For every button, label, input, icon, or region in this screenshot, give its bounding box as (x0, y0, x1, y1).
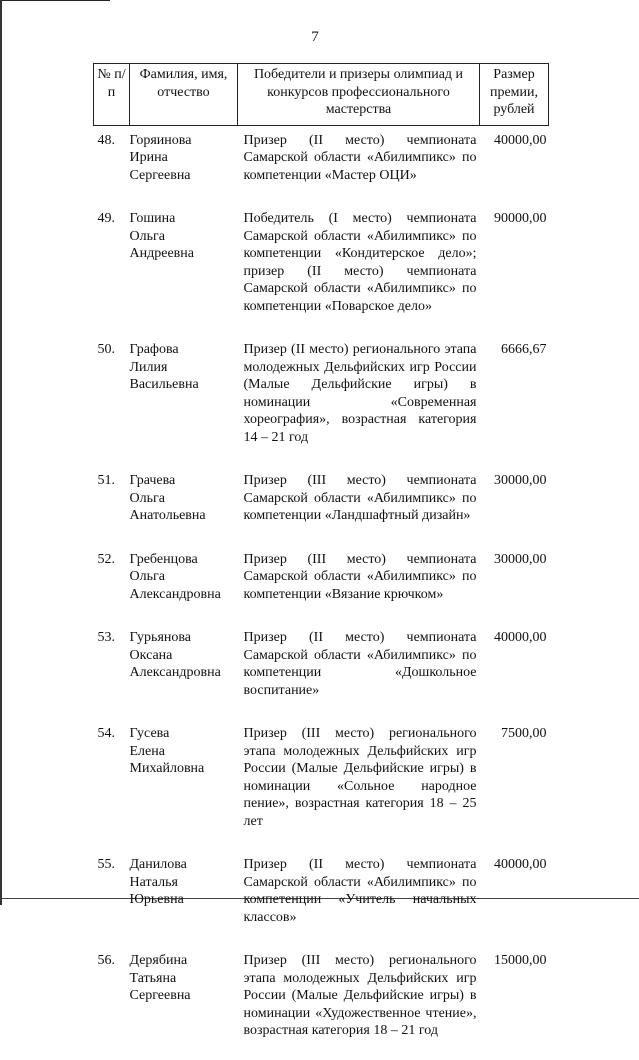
table-header (94, 64, 549, 126)
table-row (94, 850, 549, 946)
entry-number: 55. (97, 857, 115, 872)
entry-description: Призер (II место) чемпионата Самарской области «Абилимпикс» по компетенции «Дошкольное воспитание» (243, 630, 477, 698)
entry-name (130, 466, 238, 545)
entry-name-part: Сергеевна (129, 167, 191, 183)
entry-description: Призер (III место) чемпионата Самарской области «Абилимпикс» по компетенции «Ландшафтный дизайн» (243, 473, 477, 523)
entry-name-part: Наталья (129, 874, 178, 890)
entry-description: Призер (III место) регионального этапа молодежных Дельфийских игр России (Малые Дельфийские игры) в номинации «Художественное чтение», возрастная категория 18 – 21 год (243, 953, 477, 1038)
entry-name-part: Александровна (129, 665, 221, 680)
table-body (94, 125, 549, 1060)
entry-amount: 30000,00 (494, 551, 547, 567)
table-row (94, 125, 549, 204)
entry-name-part: Гусева (129, 726, 170, 741)
entry-name-part: Андреевна (129, 246, 194, 261)
entry-name-part: Лилия (129, 359, 168, 375)
entry-name-part: Ирина (129, 150, 168, 165)
entry-name (130, 335, 238, 466)
entry-name-part: Дерябина (129, 953, 188, 968)
entry-name (130, 946, 238, 1060)
entry-name-part: Михайловна (129, 761, 205, 776)
entry-description: Призер (III место) регионального этапа молодежных Дельфийских игр России (Малые Дельфийские игры) в номинации «Сольное народное пение», возрастная категория 18 – 25 лет (243, 726, 477, 829)
entry-amount: 7500,00 (501, 726, 547, 741)
entry-name-part: Ольга (129, 228, 165, 244)
entry-name-part: Васильевна (129, 377, 199, 392)
entry-amount: 15000,00 (494, 953, 547, 968)
entry-number: 54. (97, 726, 115, 741)
table-row (94, 719, 549, 850)
entry-name (130, 850, 238, 946)
entry-name-part: Татьяна (129, 970, 177, 986)
entry-name (130, 125, 238, 204)
entry-amount: 40000,00 (494, 630, 547, 645)
awards-table (93, 63, 549, 1060)
entry-name-part: Горяинова (129, 132, 192, 148)
header-num: № п/п (94, 64, 130, 126)
entry-name-part: Гребенцова (129, 551, 198, 567)
entry-name-part: Грачева (129, 473, 176, 488)
entry-amount: 40000,00 (494, 132, 547, 148)
table-row (94, 946, 549, 1060)
entry-name-part: Елена (129, 743, 165, 759)
entry-name-part: Гошина (129, 211, 176, 226)
entry-name (130, 623, 238, 719)
table-row (94, 204, 549, 335)
table-row (94, 545, 549, 624)
entry-number: 52. (97, 551, 115, 567)
entry-number: 53. (97, 630, 115, 645)
entry-description: Призер (II место) регионального этапа молодежных Дельфийских игр России (Малые Дельфийские игры) в номинации «Современная хореография», возрастная категория 14 – 21 год (243, 342, 477, 445)
page-number: 7 (311, 29, 319, 45)
entry-name-part: Гурьянова (129, 630, 192, 645)
entry-number: 56. (97, 953, 115, 968)
entry-amount: 90000,00 (494, 211, 547, 226)
entry-name-part: Анатольевна (129, 508, 206, 523)
scan-edge-left (0, 0, 2, 905)
entry-number: 50. (97, 342, 115, 357)
entry-name (130, 545, 238, 624)
entry-name-part: Юрьевна (129, 892, 184, 907)
entry-name-part: Ольга (129, 569, 165, 584)
entry-number: 49. (97, 211, 115, 226)
entry-name (130, 204, 238, 335)
table-row (94, 466, 549, 545)
entry-name-part: Александровна (129, 586, 221, 602)
entry-description: Призер (II место) чемпионата Самарской области «Абилимпикс» по компетенции «Мастер ОЦИ» (243, 132, 477, 183)
header-description: Победители и призеры олимпиад и конкурсов профессионального мастерства (238, 64, 480, 126)
entry-name-part: Сергеевна (129, 988, 191, 1003)
entry-name-part: Ольга (129, 490, 165, 506)
entry-number: 51. (97, 473, 115, 488)
entry-description: Призер (III место) чемпионата Самарской области «Абилимпикс» по компетенции «Вязание крючком» (243, 551, 477, 602)
entry-amount: 30000,00 (494, 473, 547, 488)
entry-name-part: Графова (129, 342, 179, 357)
entry-number: 48. (97, 132, 115, 148)
entry-description: Призер (II место) чемпионата Самарской области «Абилимпикс» по компетенции «Учитель начальных классов» (243, 857, 477, 925)
table-row (94, 623, 549, 719)
entry-amount: 6666,67 (501, 342, 547, 357)
table-row (94, 335, 549, 466)
header-name: Фамилия, имя, отчество (130, 64, 238, 126)
entry-name-part: Оксана (129, 647, 173, 663)
scan-edge-top (0, 0, 110, 1)
entry-name-part: Данилова (129, 857, 187, 872)
entry-name (130, 719, 238, 850)
entry-amount: 40000,00 (494, 857, 547, 872)
header-amount: Размер премии, рублей (480, 64, 549, 126)
entry-description: Победитель (I место) чемпионата Самарской области «Абилимпикс» по компетенции «Кондитерское дело»; призер (II место) чемпионата Самарской области «Абилимпикс» по компетенции «Поварское дело» (243, 211, 477, 314)
